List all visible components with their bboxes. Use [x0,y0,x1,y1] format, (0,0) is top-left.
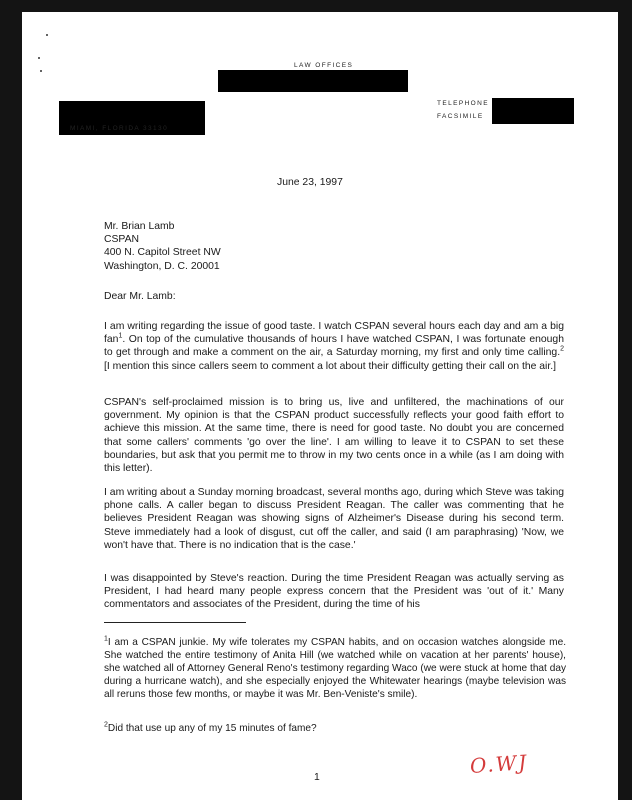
paragraph-4 [104,572,564,612]
recipient-city: Washington, D. C. 20001 [104,260,220,272]
paragraph-3 [104,486,564,552]
salutation: Dear Mr. Lamb: [104,291,176,302]
recipient-organization: CSPAN [104,234,140,246]
p4-text: I was disappointed by Steve's reaction. During the time President Reagan was actually serving as President, I had heard many people express concern that the President was 'out of it.' Many commentators and associates of the President, during the time of his [104,573,564,611]
speck [46,34,48,36]
law-offices-label: LAW OFFICES [294,62,354,69]
recipient-street: 400 N. Capitol Street NW [104,247,221,259]
footnote-divider [104,622,246,623]
footnote-2 [104,722,566,735]
address-city: MIAMI, FLORIDA 33130 [70,125,169,132]
letter-date: June 23, 1997 [277,177,343,188]
footnote-ref-1: 1 [118,332,123,340]
recipient-address [104,220,221,273]
footnote-ref-2: 2 [560,345,564,353]
letter-page [22,12,618,800]
p2-text: CSPAN's self-proclaimed mission is to bring us, live and unfiltered, the machinations of our government. My opinion is that the CSPAN product successfully reflects your good faith effort to achieve this mission. At the same time, there is need for good taste. No doubt you are concerned that some callers' comments 'go over the line'. I am willing to leave it to CSPAN to set these boundaries, but ask that you permit me to throw in my two cents once in a while (as I am doing with this letter). [104,397,564,475]
paragraph-1 [104,320,564,373]
telephone-label: TELEPHONE [437,100,489,107]
recipient-name: Mr. Brian Lamb [104,221,175,232]
p3-text: I am writing about a Sunday morning broadcast, several months ago, during which Steve was taking phone calls. A caller began to discuss President Reagan. The caller was commenting that he believes President Reagan was showing signs of Alzheimer's Disease during his second term. Steve immediately had a look of disgust, cut off the caller, and said (I am paraphrasing) 'Now, we won't have that. There is no indication that is the case.' [104,487,564,551]
redacted-phone-numbers [492,98,574,124]
page-number: 1 [314,772,320,783]
footnote-2-mark: 2 [104,721,108,729]
redacted-firm-name [218,70,408,92]
paragraph-2 [104,396,564,475]
footnote-1 [104,636,566,701]
p1-text-b: . On top of the cumulative thousands of hours I have watched CSPAN, I was fortunate enough to get through and make a comment on the air, a Saturday morning, my first and only time calling. [104,334,564,359]
facsimile-label: FACSIMILE [437,113,484,120]
handwritten-note: O.WJ [469,750,529,778]
p1-text-c: [I mention this since callers seem to comment a lot about their difficulty getting their call on the air.] [104,360,557,372]
footnote-2-text: Did that use up any of my 15 minutes of fame? [107,723,317,734]
speck [40,70,42,72]
footnote-1-text: I am a CSPAN junkie. My wife tolerates my CSPAN habits, and on occasion watches alongside me. She watched the entire testimony of Anita Hill (we watched while on vacation at her parents' house), she watched all of Attorney General Reno's testimony regarding Waco (we were stuck at home that day during a hurricane watch), and she especially enjoyed the Whitewater hearings (maybe television was all reruns those few months, or maybe it was Mr. Ben-Veniste's smile). [104,637,566,700]
p1-text-a: I am writing regarding the issue of good taste. I watch CSPAN several hours each day and am a big fan [104,321,564,346]
footnote-1-mark: 1 [104,635,108,643]
speck [38,57,40,59]
